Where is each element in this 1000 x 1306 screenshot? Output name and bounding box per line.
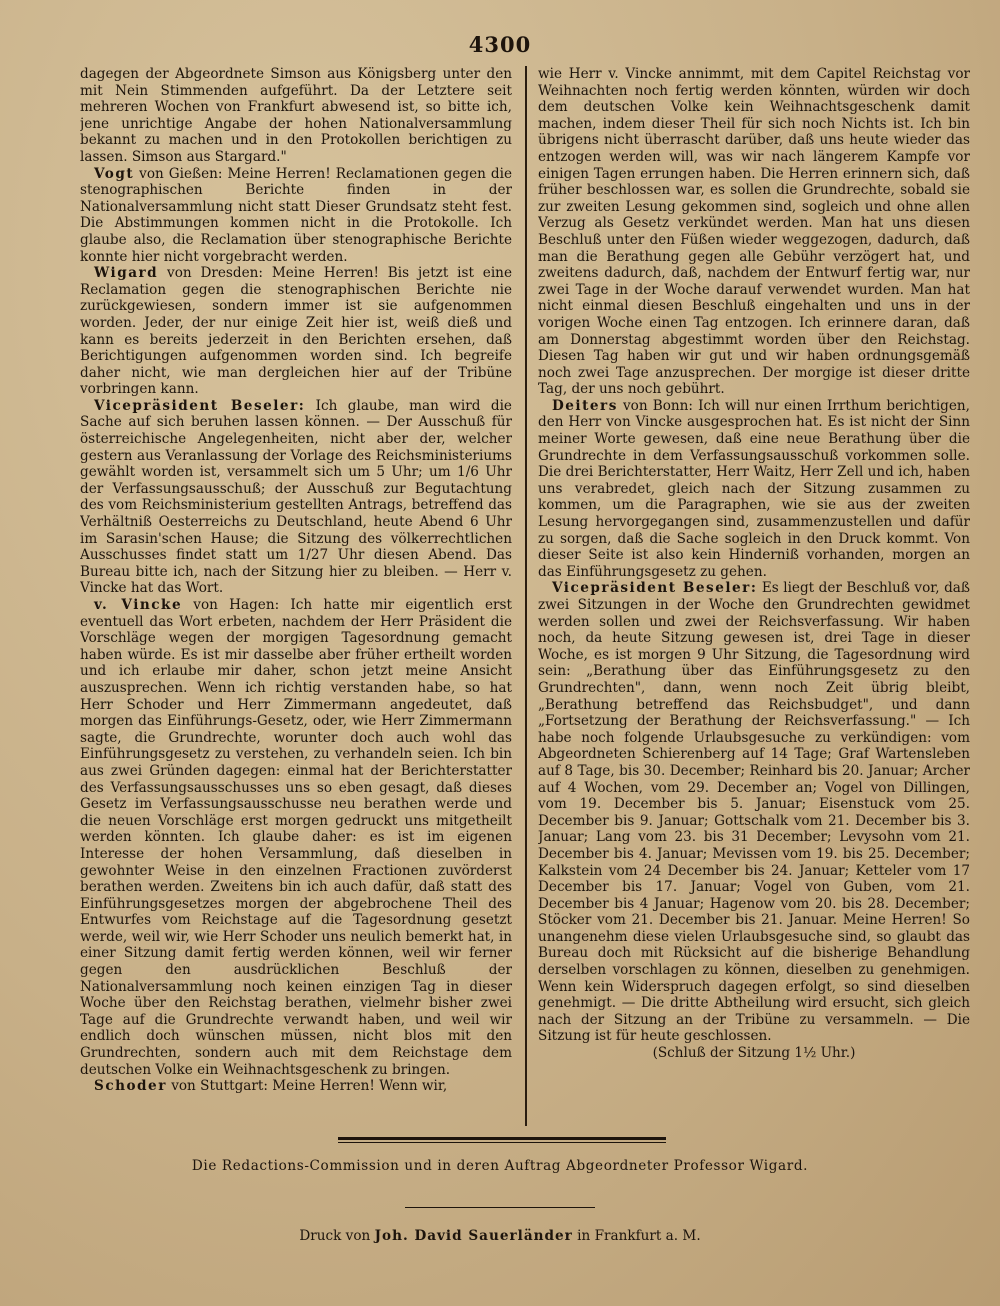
paragraph <box>538 66 970 398</box>
paragraph <box>80 1078 512 1095</box>
speaker: Vogt <box>94 165 135 182</box>
speaker: Vicepräsident Beseler: <box>552 580 758 597</box>
speaker: Wigard <box>94 265 159 282</box>
speaker: Deiters <box>552 397 618 414</box>
paragraph-text: von Hagen: Ich hatte mir eigentlich erst eventuell das Wort erbeten, nachdem der Herr Präsident die Vorschläge wegen der morgigen Tagesordnung gemacht haben würde. Es ist mir dasselbe aber früher ertheilt worden und ich erlaube mir daher, schon jetzt meine Ansicht auszusprechen. Wenn ich richtig verstanden habe, so hat Herr Schoder und Herr Zimmermann angedeutet, daß morgen das Einführungs-Gesetz, oder, wie Herr Zimmermann sagte, die Grundrechte, worunter doch auch wohl das Einführungsgesetz zu verstehen, zu verhandeln seien. Ich bin aus zwei Gründen dagegen: einmal hat der Berichterstatter des Verfassungsausschusses uns so eben gesagt, daß dieses Gesetz im Verfassungsausschusse neu berathen werde und die neuen Vorschläge erst morgen gedruckt uns mitgetheilt werden könnten. Ich glaube daher: es ist im eigenen Interesse der hohen Versammlung, daß dieselben in gewohnter Weise in den einzelnen Fractionen zuvörderst berathen werden. Zweitens bin ich auch dafür, daß statt des Einführungsgesetzes morgen der abgebrochene Theil des Entwurfes vom Reichstage auf die Tagesordnung gesetzt werde, weil wir, wie Herr Schoder uns neulich bemerkt hat, in einer Sitzung damit fertig werden können, weil wir ferner gegen den ausdrücklichen Beschluß der Nationalversammlung noch keinen einzigen Tag in dieser Woche über den Reichstag berathen, vielmehr bisher zwei Tage auf die Grundrechte verwandt haben, und weil wir endlich doch wünschen müssen, nicht blos mit den Grundrechten, sondern auch mit dem Reichstage dem deutschen Volke ein Weihnachtsgeschenk zu bringen. <box>80 597 512 1078</box>
paragraph-text: von Bonn: Ich will nur einen Irrthum berichtigen, den Herr von Vincke ausgesprochen hat. Es ist nicht der Sinn meiner Worte gewesen, daß eine neue Berathung über die Grundrechte in dem Verfassungsausschuß vorkommen solle. Die drei Berichterstatter, Herr Waitz, Herr Zell und ich, haben uns verabredet, gleich nach der Sitzung zusammen zu kommen, um die Paragraphen, wie sie aus der zweiten Lesung hervorgegangen sind, zusammenzustellen und dafür zu sorgen, daß die Sache sogleich in den Druck kommt. Von dieser Seite ist also kein Hinderniß vorhanden, morgen an das Einführungsgesetz zu gehen. <box>538 397 970 580</box>
paragraph-text: von Stuttgart: Meine Herren! Wenn wir, <box>166 1078 448 1095</box>
paragraph-text: Es liegt der Beschluß vor, daß zwei Sitzungen in der Woche den Grundrechten gewidmet werden sollen und zwei der Reichsverfassung. Wir haben noch, da heute Sitzung gewesen ist, drei Tage in dieser Woche, es ist morgen 9 Uhr Sitzung, die Tagesordnung wird sein: „Berathung über das Einführungsgesetz zu den Grundrechten", dann, wenn noch Zeit übrig bleibt, „Berathung betreffend das Reichsbudget", und dann „Fortsetzung der Berathung der Reichsverfassung." — Ich habe noch folgende Urlaubsgesuche zu verkündigen: vom Abgeordneten Schierenberg auf 14 Tage; Graf Wartensleben auf 8 Tage, bis 30. December; Reinhard bis 20. Januar; Archer auf 4 Wochen, vom 29. December an; Vogel von Dillingen, vom 19. December bis 5. Januar; Eisenstuck vom 25. December bis 9. Januar; Gottschalk vom 21. December bis 3. Januar; Lang vom 23. bis 31 December; Levysohn vom 21. December bis 4. Januar; Mevissen vom 19. bis 25. December; Kalkstein vom 24 December bis 24. Januar; Ketteler vom 17 December bis 17. Januar; Vogel von Guben, vom 21. December bis 4 Januar; Hagenow vom 20. bis 28. December; Stöcker vom 21. December bis 21. Januar. Meine Herren! So unangenehm diese vielen Urlaubsgesuche sind, so glaubt das Bureau doch mit Rücksicht auf die bisherige Behandlung derselben vorschlagen zu können, dieselben zu genehmigen. Wenn kein Widerspruch dagegen erfolgt, so sind dieselben genehmigt. — Die dritte Abtheilung wird ersucht, sich gleich nach der Sitzung an der Tribüne zu versammeln. — Die Sitzung ist für heute geschlossen. <box>538 580 970 1045</box>
paragraph <box>80 166 512 266</box>
speaker: Vicepräsident Beseler: <box>94 397 306 414</box>
commission-credit: Die Redactions-Commission und in deren Auftrag Abgeordneter Professor Wigard. <box>191 1158 809 1174</box>
paragraph <box>80 398 512 597</box>
paragraph <box>80 265 512 398</box>
footer-rule <box>405 1207 595 1208</box>
paragraph-text: von Dresden: Meine Herren! Bis jetzt ist eine Reclamation gegen die stenographischen Berichte nie zurückgewiesen, sondern immer ist sie aufgenommen worden. Jeder, der nur einige Zeit hier ist, weiß dieß und kann es bereits jederzeit in den Berichten ersehen, daß Berichtigungen aufgenommen worden sind. Ich begreife daher nicht, wie man dergleichen hier auf der Tribüne vorbringen kann. <box>80 265 512 398</box>
page-number: 4300 <box>468 32 532 57</box>
paragraph <box>80 597 512 1078</box>
paragraph <box>538 398 970 581</box>
speaker: Schoder <box>94 1078 167 1095</box>
closing-note: (Schluß der Sitzung 1½ Uhr.) <box>652 1045 856 1062</box>
paragraph <box>538 580 970 1045</box>
left-column <box>80 66 512 1130</box>
printer-prefix: Druck von <box>299 1228 375 1244</box>
column-divider <box>525 66 527 1126</box>
right-column <box>538 66 970 1130</box>
paragraph-text: wie Herr v. Vincke annimmt, mit dem Capitel Reichstag vor Weihnachten noch fertig werden könnten, würden wir doch dem deutschen Volke kein Weihnachtsgeschenk damit machen, indem dieser Theil für sich noch Nichts ist. Ich bin übrigens nicht überrascht darüber, daß uns heute wieder das entzogen werden will, was wir nach längerem Kampfe vor einigen Tagen errungen haben. Die Herren erinnern sich, daß früher beschlossen war, es sollen die Grundrechte, sobald sie zur zweiten Lesung gekommen sind, sogleich und ohne allen Verzug als Gesetz verkündet werden. Man hat uns diesen Beschluß unter den Füßen wieder weggezogen, dadurch, daß man die Berathung gegen alle Gebühr verzögert hat, und zweitens dadurch, daß, nachdem der Entwurf fertig war, nur zwei Tage in der Woche darauf verwendet wurden. Man hat nicht einmal diesen Beschluß eingehalten und uns in der vorigen Woche einen Tag entzogen. Ich erinnere daran, daß am Donnerstag abgestimmt worden über den Reichstag. Diesen Tag haben wir gut und wir haben ordnungsgemäß noch zwei Tage anzusprechen. Der morgige ist dieser dritte Tag, der uns noch gebührt. <box>538 66 970 398</box>
paragraph-text: von Gießen: Meine Herren! Reclamationen gegen die stenographischen Berichte finden in der Nationalversammlung nicht statt Dieser Grundsatz steht fest. Die Abstimmungen kommen nicht in die Protokolle. Ich glaube also, die Reclamation über stenographische Berichte konnte hier nicht vorgebracht werden. <box>80 165 512 265</box>
section-rule <box>338 1137 666 1140</box>
printer-name: Joh. David Sauerländer <box>374 1228 573 1244</box>
paragraph <box>80 66 512 166</box>
printer-suffix: in Frankfurt a. M. <box>572 1228 701 1244</box>
paragraph-text: dagegen der Abgeordnete Simson aus Königsberg unter den mit Nein Stimmenden aufgeführt. Da der Letztere seit mehreren Wochen von Frankfurt abwesend ist, so bitte ich, jene unrichtige Angabe der hohen Nationalversammlung bekannt zu machen und in den Protokollen berichtigen zu lassen. Simson aus Stargard." <box>80 66 512 165</box>
paragraph-text: Ich glaube, man wird die Sache auf sich beruhen lassen können. — Der Ausschuß für österreichische Angelegenheiten, nicht aber der, welcher gestern aus Veranlassung der Vorlage des Reichsministeriums gewählt worden ist, versammelt sich um 5 Uhr; um 1/6 Uhr der Verfassungsausschuß; der Ausschuß zur Begutachtung des vom Reichsministerium gestellten Antrags, betreffend das Verhältniß Oesterreichs zu Deutschland, heute Abend 6 Uhr im Sarasin'schen Hause; die Sitzung des völkerrechtlichen Ausschusses findet statt um 1/27 Uhr diesen Abend. Das Bureau bitte ich, nach der Sitzung hier zu bleiben. — Herr v. Vincke hat das Wort. <box>80 397 512 597</box>
printer-imprint <box>0 1228 1000 1244</box>
body-columns <box>80 66 980 1130</box>
speaker: v. Vincke <box>94 597 183 613</box>
